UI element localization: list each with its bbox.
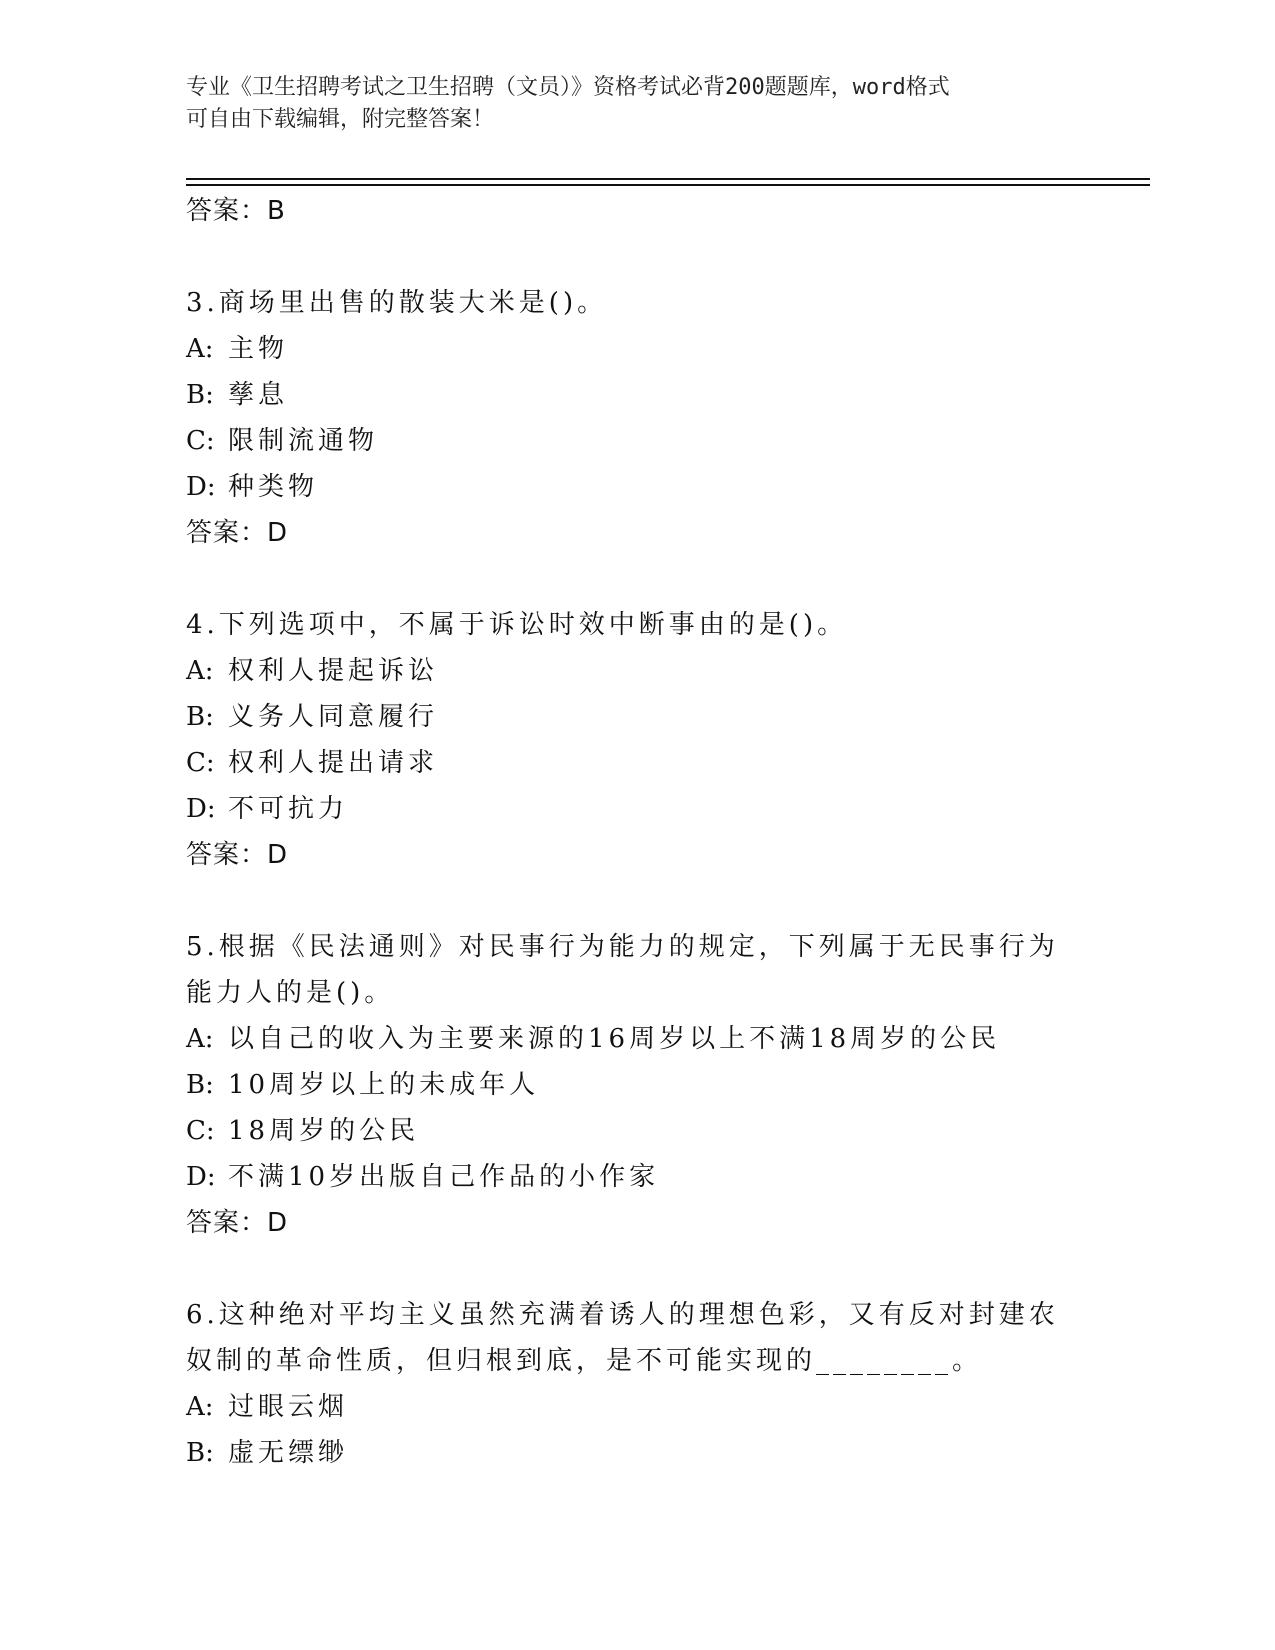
option-text: 孳息 — [228, 380, 289, 410]
question-list — [186, 188, 1086, 1476]
option-text: 义务人同意履行 — [228, 702, 439, 732]
spacer — [186, 878, 1086, 924]
option-letter: A: — [186, 1024, 214, 1054]
option-text: 不可抗力 — [228, 794, 349, 824]
header-divider-bottom — [186, 184, 1150, 186]
question-text: 5.根据《民法通则》对民事行为能力的规定，下列属于无民事行为能力人的是()。 — [186, 932, 1059, 1008]
question-text: 6.这种绝对平均主义虽然充满着诱人的理想色彩，又有反对封建农奴制的革命性质，但归根到底，是不可能实现的________。 — [186, 1300, 1059, 1376]
option-a — [186, 1016, 1086, 1062]
answer-value: D — [267, 1208, 288, 1238]
answer-line — [186, 188, 1086, 234]
option-text: 不满10岁出版自己作品的小作家 — [228, 1162, 660, 1192]
question-block — [186, 1292, 1086, 1476]
answer-label: 答案： — [186, 1208, 268, 1238]
option-text: 18周岁的公民 — [228, 1116, 420, 1146]
option-b — [186, 1062, 1086, 1108]
option-letter: A: — [186, 656, 214, 686]
option-a — [186, 1384, 1086, 1430]
option-letter: C: — [186, 748, 215, 778]
document-header — [186, 72, 1066, 136]
option-letter: C: — [186, 426, 215, 456]
answer-label: 答案： — [186, 518, 268, 548]
option-d — [186, 786, 1086, 832]
option-text: 过眼云烟 — [228, 1392, 349, 1422]
option-text: 权利人提起诉讼 — [228, 656, 439, 686]
option-b — [186, 1430, 1086, 1476]
option-letter: B: — [186, 380, 214, 410]
header-line-2: 可自由下载编辑，附完整答案！ — [186, 107, 495, 132]
option-letter: B: — [186, 702, 214, 732]
answer-value: D — [267, 840, 288, 870]
spacer — [186, 1246, 1086, 1292]
answer-label: 答案： — [186, 196, 268, 226]
answer-label: 答案： — [186, 840, 268, 870]
option-letter: D: — [186, 1162, 216, 1192]
option-a — [186, 648, 1086, 694]
header-line-1: 专业《卫生招聘考试之卫生招聘（文员）》资格考试必背200题题库，word格式 — [186, 75, 950, 100]
option-letter: B: — [186, 1438, 214, 1468]
option-text: 10周岁以上的未成年人 — [228, 1070, 540, 1100]
option-letter: A: — [186, 334, 214, 364]
header-divider-top — [186, 178, 1150, 180]
option-letter: B: — [186, 1070, 214, 1100]
option-b — [186, 694, 1086, 740]
option-text: 以自己的收入为主要来源的16周岁以上不满18周岁的公民 — [228, 1024, 1001, 1054]
option-text: 限制流通物 — [228, 426, 379, 456]
option-text: 权利人提出请求 — [228, 748, 439, 778]
option-letter: C: — [186, 1116, 215, 1146]
question-block — [186, 280, 1086, 556]
option-letter: D: — [186, 794, 216, 824]
question-block — [186, 602, 1086, 878]
option-c — [186, 418, 1086, 464]
answer-line — [186, 510, 1086, 556]
option-d — [186, 1154, 1086, 1200]
answer-value: B — [267, 196, 285, 226]
question-text: 4.下列选项中，不属于诉讼时效中断事由的是()。 — [186, 610, 848, 640]
option-c — [186, 740, 1086, 786]
answer-line — [186, 1200, 1086, 1246]
option-text: 虚无缥缈 — [228, 1438, 349, 1468]
option-b — [186, 372, 1086, 418]
option-a — [186, 326, 1086, 372]
question-block — [186, 924, 1086, 1246]
option-letter: D: — [186, 472, 216, 502]
spacer — [186, 556, 1086, 602]
spacer — [186, 234, 1086, 280]
option-letter: A: — [186, 1392, 214, 1422]
question-text: 3.商场里出售的散装大米是()。 — [186, 288, 608, 318]
option-c — [186, 1108, 1086, 1154]
answer-value: D — [267, 518, 288, 548]
answer-line — [186, 832, 1086, 878]
option-text: 种类物 — [228, 472, 319, 502]
option-d — [186, 464, 1086, 510]
option-text: 主物 — [228, 334, 289, 364]
